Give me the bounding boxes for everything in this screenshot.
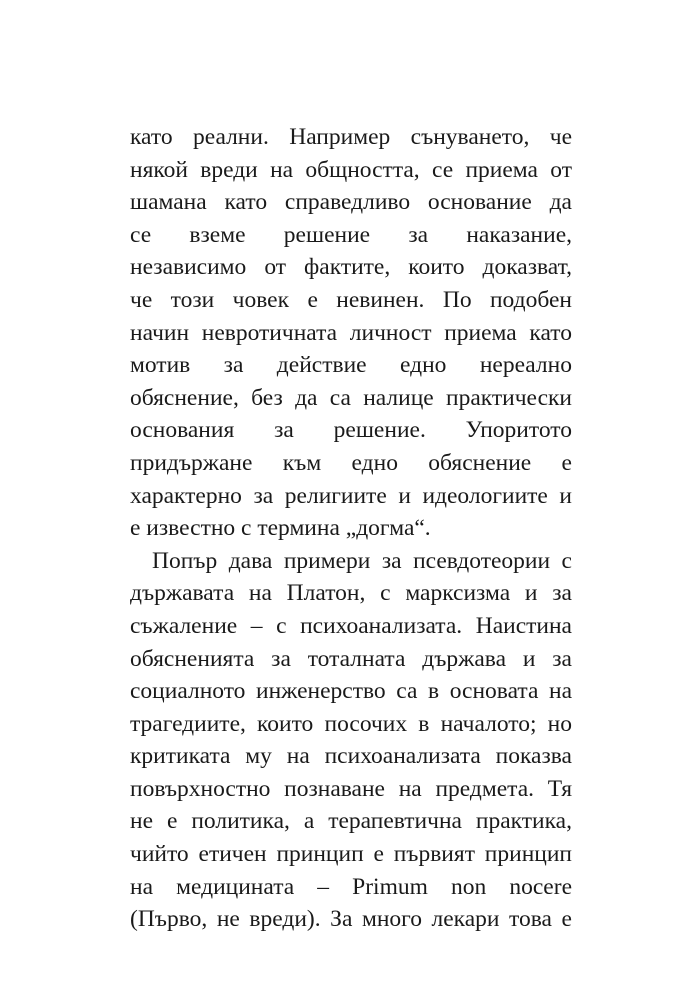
text-line: придържане към едно обяснение е — [130, 449, 572, 476]
text-line: че този човек е невинен. По подобен — [130, 286, 572, 313]
text-line: някой вреди на общността, се приема от — [130, 156, 572, 183]
text-line: Попър дава примери за псевдотеории с — [152, 547, 572, 574]
text-line: държавата на Платон, с марксизма и за — [130, 580, 572, 607]
text-line: трагедиите, които посочих в началото; но — [130, 710, 572, 737]
text-line: чийто етичен принцип е първият принцип — [130, 841, 572, 868]
text-line: независимо от фактите, които доказват, — [130, 254, 572, 281]
text-line: не е политика, а терапевтична практика, — [130, 808, 572, 835]
text-line: критиката му на психоанализата показва — [130, 743, 572, 770]
text-line: е известно с термина „догма“. — [130, 515, 431, 542]
text-line: като реални. Например сънуването, че — [130, 124, 572, 150]
text-line: мотив за действие едно нереално — [130, 352, 572, 379]
text-line: съжаление – с психоанализата. Наистина — [130, 612, 572, 639]
text-line: (Първо, не вреди). За много лекари това е — [130, 906, 572, 933]
text-line: повърхностно познаване на предмета. Тя — [130, 775, 572, 802]
text-line: обяснение, без да са налице практически — [130, 384, 572, 411]
text-line: социалното инженерство са в основата на — [130, 678, 572, 705]
text-line: начин невротичната личност приема като — [130, 319, 572, 346]
text-line: основания за решение. Упоритото — [130, 417, 572, 444]
text-line: се вземе решение за наказание, — [130, 221, 572, 248]
body-text — [130, 121, 572, 936]
text-line: шамана като справедливо основание да — [130, 189, 572, 216]
text-line: обясненията за тоталната държава и за — [130, 645, 572, 672]
text-line: характерно за религиите и идеологиите и — [130, 482, 572, 509]
text-line: на медицината – Primum non nocere — [130, 873, 572, 900]
